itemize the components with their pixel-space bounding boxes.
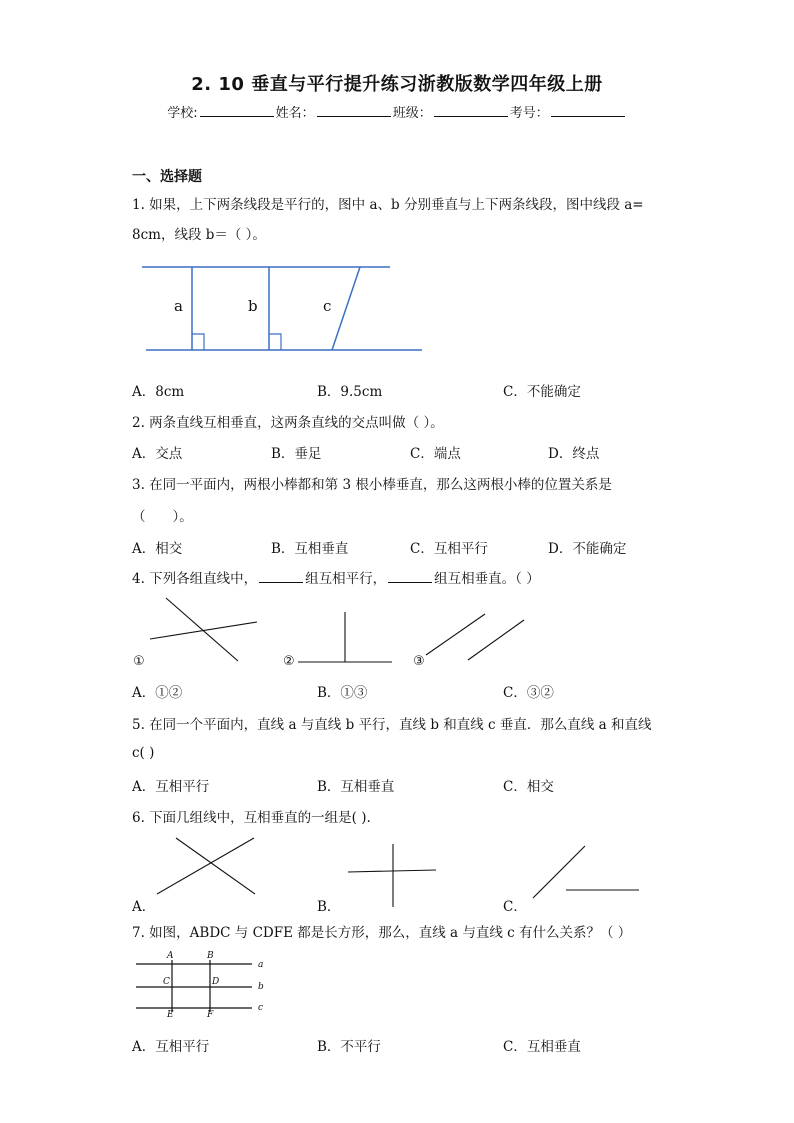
q1-label-b: b (248, 297, 258, 315)
q4-option-c[interactable]: C．③② (503, 685, 554, 701)
q1-option-b[interactable]: B．9.5cm (317, 384, 383, 400)
q7-label-b: b (258, 982, 264, 992)
q4-option-a[interactable]: A．①② (132, 685, 183, 701)
number-label: 考号： (509, 106, 549, 121)
q4-label-1: ① (133, 654, 145, 669)
q7-text: 7. 如图，ABDC 与 CDFE 都是长方形，那么，直线 a 与直线 c 有什么关系？（ ） (132, 925, 632, 941)
q2-text: 2. 两条直线互相垂直，这两条直线的交点叫做（ ）。 (132, 415, 444, 431)
q1-line2: 8cm，线段 b＝（ ）。 (132, 227, 266, 243)
q5-option-a[interactable]: A．互相平行 (132, 779, 210, 795)
q7-label-a: a (258, 960, 264, 970)
q5-line1: 5. 在同一个平面内，直线 a 与直线 b 平行，直线 b 和直线 c 垂直．那么直线 a 和直线 (132, 717, 652, 733)
q7-label-C: C (163, 977, 170, 987)
q3-line1: 3. 在同一平面内，两根小棒都和第 3 根小棒垂直，那么这两根小棒的位置关系是 (132, 477, 612, 493)
q7-label-F: F (207, 1010, 214, 1020)
q4-option-b[interactable]: B．①③ (317, 685, 368, 701)
q4-text-pre: 4. 下列各组直线中， (132, 571, 258, 587)
q5-line2: c( ) (132, 745, 155, 761)
q3-option-d[interactable]: D．不能确定 (548, 541, 627, 557)
q6-option-a[interactable]: A． (132, 899, 156, 915)
page-title: 2. 10 垂直与平行提升练习浙教版数学四年级上册 (191, 74, 603, 95)
q4-text-post: 组互相垂直。（ ） (434, 571, 540, 587)
q4-label-2: ② (283, 654, 295, 669)
q4-text-mid: 组互相平行， (305, 571, 387, 587)
q6-option-b[interactable]: B． (317, 899, 341, 915)
q7-option-c[interactable]: C．互相垂直 (503, 1039, 581, 1055)
school-label: 学校: (167, 106, 198, 121)
q7-label-D: D (212, 977, 220, 987)
class-label: 班级： (392, 106, 432, 121)
q1-line1: 1. 如果，上下两条线段是平行的，图中 a、b 分别垂直与上下两条线段，图中线段 a= (132, 197, 644, 213)
q6-text: 6. 下面几组线中，互相垂直的一组是( ). (132, 810, 371, 826)
q3-option-c[interactable]: C．互相平行 (410, 541, 488, 557)
q5-option-b[interactable]: B．互相垂直 (317, 779, 395, 795)
q2-option-a[interactable]: A．交点 (132, 446, 183, 462)
q2-option-b[interactable]: B．垂足 (271, 446, 322, 462)
q2-option-d[interactable]: D．终点 (548, 446, 600, 462)
q3-option-a[interactable]: A．相交 (132, 541, 183, 557)
q7-label-c: c (258, 1003, 264, 1013)
q1-label-c: c (323, 297, 332, 315)
q7-label-E: E (167, 1010, 174, 1020)
q7-label-B: B (207, 951, 214, 961)
q3-option-b[interactable]: B．互相垂直 (271, 541, 349, 557)
q7-option-a[interactable]: A．互相平行 (132, 1039, 210, 1055)
q1-option-a[interactable]: A．8cm (132, 384, 185, 400)
q6-option-c[interactable]: C． (503, 899, 527, 915)
q7-option-b[interactable]: B．不平行 (317, 1039, 381, 1055)
q4-label-3: ③ (413, 654, 425, 669)
section-heading: 一、选择题 (132, 169, 202, 185)
q1-label-a: a (174, 297, 183, 315)
q5-option-c[interactable]: C．相交 (503, 779, 554, 795)
q2-option-c[interactable]: C．端点 (410, 446, 461, 462)
q3-line2: （ ）。 (132, 509, 193, 525)
q1-option-c[interactable]: C．不能确定 (503, 384, 581, 400)
q7-label-A: A (167, 951, 174, 961)
name-label: 姓名： (275, 106, 315, 121)
